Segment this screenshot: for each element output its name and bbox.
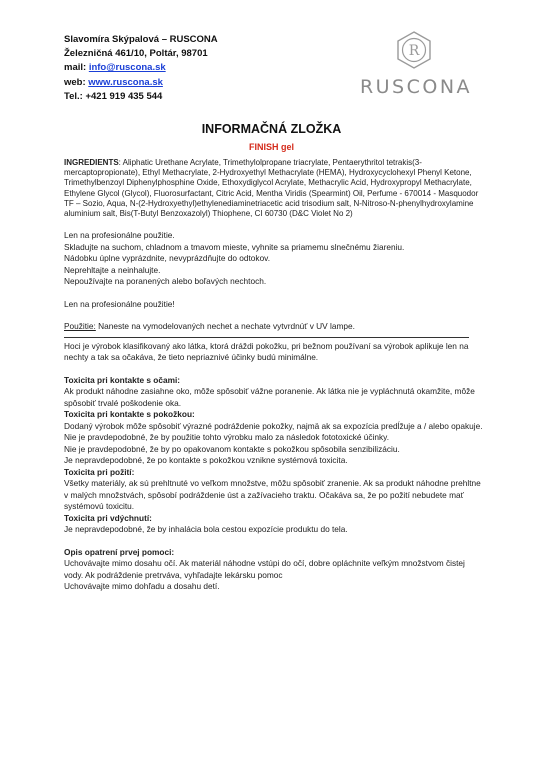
document-title: INFORMAČNÁ ZLOŽKA (201, 122, 342, 136)
ingredients-text: : Aliphatic Urethane Acrylate, Trimethylolpropane triacrylate, Pentaerythritol tetrakis(3-mercaptopropionate), Ethyl Methacrylate, 2-Hydroxyethyl Methacrylate (HEMA), Hydroxycyclohexyl Phenyl Ketone, Trimethylbenzoyl Diphenylphosphine Oxide, Ethoxydiglycol Acrylate, Methacrylic Acid, Hydroxypropyl Methacrylate, Ethylene Glycol (Glycol), Fluorosurfactant, Citric Acid, Mentha Viridis (Spearmint) Oil, Perfume - 670014 - Masquodor TF – Sozio, Aqua, N-(2-Hydroxyethyl)ethylenediaminetriacetic acid trisodium salt, N-Nitroso-N-phenylhydroxylamine aluminium salt, Bis(T-Butyl Benzoxazolyl) Thiophene, CI 60730 (D&C Violet No 2) (64, 158, 479, 219)
instruction-line: Len na profesionálne použitie. (64, 230, 175, 241)
web-link[interactable]: www.ruscona.sk (88, 76, 163, 88)
toxicity-inhalation-text: Je nepravdepodobné, že by inhalácia bola cestou expozície produktu do tela. (64, 524, 348, 535)
document-body (64, 158, 484, 593)
usage-text: Naneste na vymodelovaných nechet a nechate vytvrdnúť v UV lampe. (95, 321, 355, 332)
toxicity-inhalation-heading: Toxicita pri vdýchnutí: (64, 512, 152, 523)
instruction-line: Skladujte na suchom, chladnom a tmavom mieste, vyhnite sa priamemu slnečnému žiareniu. (64, 241, 405, 252)
mail-label: mail: (64, 62, 87, 74)
divider (64, 337, 469, 338)
toxicity-skin-heading: Toxicita pri kontakte s pokožkou: (64, 409, 195, 420)
ingredients-label: INGREDIENTS (64, 158, 119, 167)
toxicity-eye-text: Ak produkt náhodne zasiahne oko, môže spôsobiť vážne poranenie. Ak látka nie je vypláchnutá okamžite, môže spôsobiť trvalé poškodenie oka. (64, 386, 475, 408)
toxicity-skin-text: Dodaný výrobok môže spôsobiť výrazné podráždenie pokožky, najmä ak sa expozícia predĺžuje a / alebo opakuje. Nie je pravdepodobné, že by použitie tohto výrobku malo za následok fototoxické účinky. (64, 420, 483, 443)
company-name: Slavomíra Skýpalová – RUSCONA (64, 34, 218, 45)
company-mail-row (64, 61, 218, 75)
instruction-line: Neprehltajte a neinhalujte. (64, 264, 161, 275)
instruction-line: Nádobku úplne vyprázdnite, nevyprázdňujte do odtokov. (64, 253, 271, 264)
toxicity-skin-text: Je nepravdepodobné, že po kontakte s pokožkou vznikne systémová toxicita. (64, 455, 348, 466)
web-label: web: (64, 76, 86, 88)
professional-note: Len na profesionálne použitie! (64, 298, 175, 309)
instruction-line: Nepoužívajte na poranených alebo boľavých nechtoch. (64, 276, 267, 287)
logo-brand: RUSCONA (359, 76, 473, 98)
company-address: Železničná 461/10, Poltár, 98701 (64, 48, 208, 60)
toxicity-ingestion-text: Všetky materiály, ak sú prehltnuté vo veľkom množstve, môžu spôsobiť zranenie. Ak sa produkt náhodne prehltne v malých množstvách, spôsobí podráždenie úst a zažívacieho traktu. Očakáva sa, že po požití nebudete mať systémovú toxicitu. (64, 478, 481, 512)
toxicity-eye-heading: Toxicita pri kontakte s očami: (64, 374, 181, 385)
company-web-row (64, 76, 218, 90)
company-header (64, 33, 218, 104)
usage-label: Použitie: (64, 321, 96, 332)
toxicity-ingestion-heading: Toxicita pri požití: (64, 466, 135, 477)
ruscona-emblem-icon (394, 30, 434, 70)
classification-text: Hoci je výrobok klasifikovaný ako látka, ktorá dráždi pokožku, pri bežnom používaní sa výrobok aplikuje len na nechty a tak sa očakáva, že tieto nepriaznivé účinky budú minimálne. (64, 340, 469, 363)
first-aid-text: Uchovávajte mimo dohľadu a dosahu detí. (64, 581, 220, 592)
mail-link[interactable]: info@ruscona.sk (88, 62, 166, 74)
first-aid-text: Uchovávajte mimo dosahu očí. Ak materiál náhodne vstúpi do očí, dobre opláchnite veľkým množstvom čistej vody. Ak podráždenie pretrváva, vyhľadajte lekársku pomoc (64, 558, 465, 580)
logo-letter: R (408, 43, 420, 59)
toxicity-skin-text: Nie je pravdepodobné, že by po opakovanom kontakte s pokožkou spôsobila senzibilizáciu. (64, 443, 400, 454)
first-aid-heading: Opis opatrení prvej pomoci: (64, 546, 175, 557)
ruscona-logo (356, 30, 476, 100)
product-name: FINISH gel (248, 142, 294, 152)
ingredients-paragraph (64, 158, 484, 219)
company-phone: Tel.: +421 919 435 544 (64, 90, 163, 102)
usage-paragraph (64, 321, 484, 333)
